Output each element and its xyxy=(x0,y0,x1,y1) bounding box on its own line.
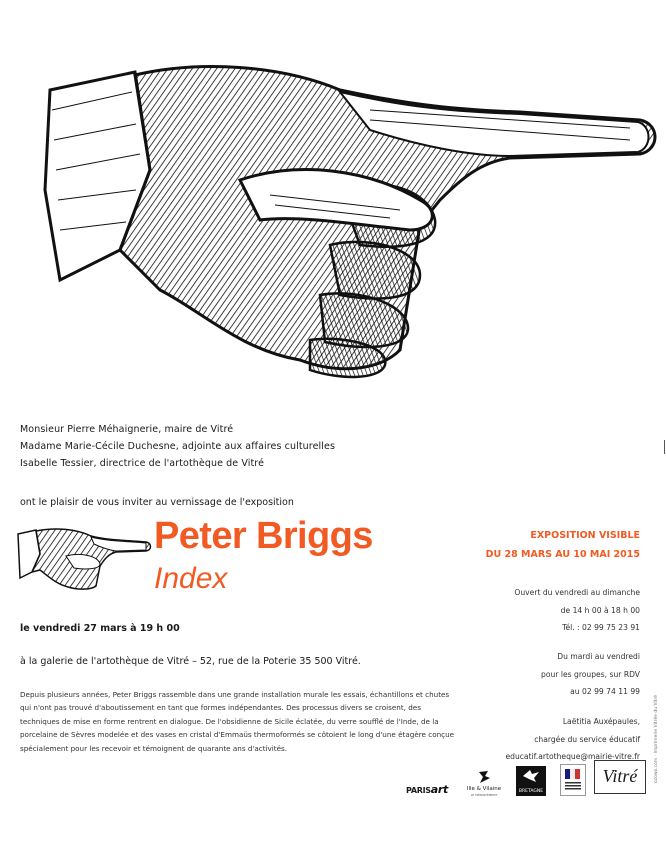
paris-art-logo: PARISart xyxy=(406,783,448,796)
exhibition-title: Index xyxy=(154,562,228,595)
exhibition-description: Depuis plusieurs années, Peter Briggs rassemble dans une grande installation murale les essais, échantillons et chutes qui n'ont pas trouvé d'aboutissement en tant que formes indépendantes. Des processus divers se croisent, des techniques de mise en forme rentrent en dialogue. De l'obsidienne de Sicile éclatée, du verre soufflé de l'Inde, de la porcelaine de Sèvres modelée et des vases en cristal d'Emmaüs thermoformés se côtoient le long d'une étagère conçue spécialement pour les recevoir et témoignent de quarante ans d'activités. xyxy=(20,690,455,753)
contact-role: chargée du service éducatif xyxy=(534,734,640,744)
host-mayor: Monsieur Pierre Méhaignerie, maire de Vitré xyxy=(20,424,234,435)
ille-et-vilaine-logo: Ille & Vilaine LE DÉPARTEMENT xyxy=(464,770,504,798)
group-visits xyxy=(541,648,640,701)
groups-line: Du mardi au vendredi xyxy=(557,652,640,661)
exhibition-label: EXPOSITION VISIBLE xyxy=(530,530,640,541)
exhibition-dates xyxy=(486,526,640,564)
education-contact xyxy=(505,713,640,766)
hours-line: Ouvert du vendredi au dimanche xyxy=(514,588,640,597)
exhibition-range: DU 28 MARS AU 10 MAI 2015 xyxy=(485,549,640,560)
venue-address: à la galerie de l'artothèque de Vitré – 52, rue de la Poterie 35 500 Vitré. xyxy=(20,656,361,667)
invitation-text: ont le plaisir de vous inviter au vernissage de l'exposition xyxy=(20,497,294,508)
small-pointing-hand-icon xyxy=(16,524,152,592)
host-director: Isabelle Tessier, directrice de l'artothèque de Vitré xyxy=(20,458,265,469)
marianne-logo xyxy=(560,764,586,796)
pointing-hand-illustration xyxy=(40,50,665,395)
host-deputy: Madame Marie-Cécile Duchesne, adjointe aux affaires culturelles xyxy=(20,441,336,452)
hosts-list xyxy=(20,421,335,472)
marianne-emblem-icon xyxy=(561,765,585,795)
hours-line: de 14 h 00 à 18 h 00 xyxy=(560,605,640,615)
artist-name: Peter Briggs xyxy=(154,515,373,557)
contact-email[interactable]: educatif.artotheque@mairie-vitre.fr xyxy=(505,752,640,762)
opening-hours xyxy=(514,584,640,637)
hours-phone: Tél. : 02 99 75 23 91 xyxy=(562,623,640,633)
ille-et-vilaine-emblem-icon xyxy=(476,770,492,784)
printer-credit: ozowo.com · Imprimerie Vitrée du Vitré xyxy=(654,695,659,784)
groups-line: pour les groupes, sur RDV xyxy=(541,669,640,679)
vitre-city-logo: Vitré xyxy=(594,760,646,794)
contact-name: Laëtitia Auxépaules, xyxy=(562,717,640,726)
groups-phone: au 02 99 74 11 99 xyxy=(570,687,640,697)
region-bretagne-logo: BRETAGNE xyxy=(516,766,546,796)
opening-date: le vendredi 27 mars à 19 h 00 xyxy=(20,623,180,634)
bretagne-emblem-icon xyxy=(522,769,540,783)
fold-mark xyxy=(664,440,665,454)
